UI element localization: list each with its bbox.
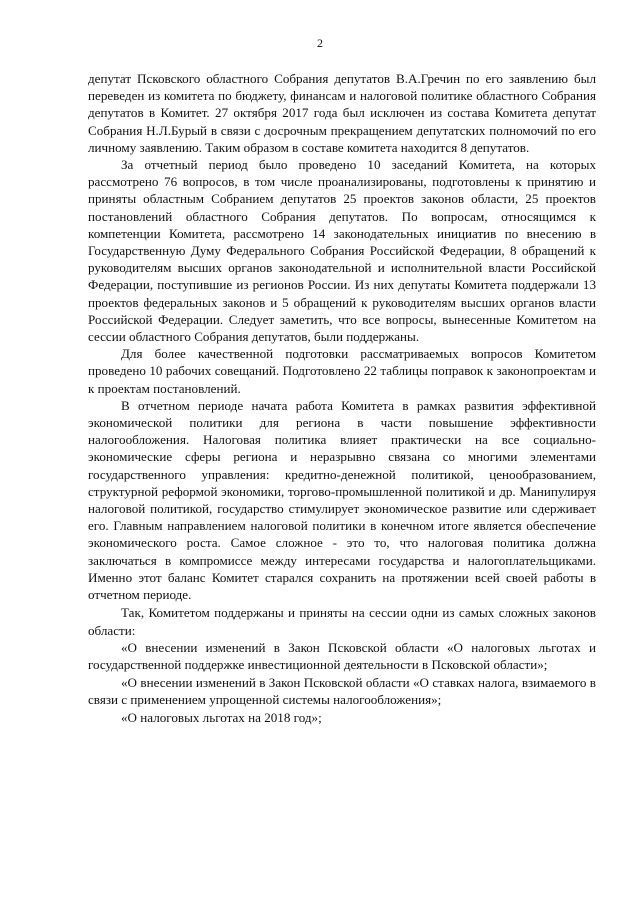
paragraph-meetings: За отчетный период было проведено 10 заседаний Комитета, на которых рассмотрено 76 вопросов, в том числе проанализированы, подготовлены к принятию и приняты областным Собранием депутатов 25 проектов законов области, 25 проектов постановлений областного Собрания депутатов. По вопросам, относящимся к компетенции Комитета, рассмотрено 14 законодательных инициатив по внесению в Государственную Думу Федерального Собрания Российской Федерации, 8 обращений к руководителям высших органов законодательной и исполнительной власти Российской Федерации, поступившие из регионов России. Из них депутаты Комитета поддержали 13 проектов федеральных законов и 5 обращений к руководителям высших органов власти Российской Федерации. Следует заметить, что все вопросы, вынесенные Комитетом на сессии областного Собрания депутатов, были поддержаны. <box>88 157 596 345</box>
law-item-2: «О внесении изменений в Закон Псковской области «О ставках налога, взимаемого в связи с применением упрощенной системы налогообложения»; <box>88 675 596 708</box>
paragraph-tax-policy: В отчетном периоде начата работа Комитета в рамках развития эффективной экономической политики для региона в части повышение эффективности налогообложения. Налоговая политика влияет практически на все социально-экономические сферы региона и неразрывно связана со многими элементами государственного управления: кредитно-денежной политикой, ценообразованием, структурной реформой экономики, торгово-промышленной политикой и др. Манипулируя налоговой политикой, государство стимулирует экономическое развитие или сдерживает его. Главным направлением налоговой политики в конечном итоге является обеспечение экономического роста. Самое сложное - это то, что налоговая политика должна заключаться в компромиссе между интересами государства и налогоплательщиками. Именно этот баланс Комитет старался сохранить на протяжении всей своей работы в отчетном периоде. <box>88 397 596 603</box>
page-number: 2 <box>317 36 323 50</box>
law-item-1: «О внесении изменений в Закон Псковской области «О налоговых льготах и государственной поддержке инвестиционной деятельности в Псковской области»; <box>88 639 596 672</box>
paragraph-working-meetings: Для более качественной подготовки рассматриваемых вопросов Комитетом проведено 10 рабочих совещаний. Подготовлено 22 таблицы поправок к законопроектам и к проектам постановлений. <box>88 346 596 396</box>
paragraph-continuation: депутат Псковского областного Собрания депутатов В.А.Гречин по его заявлению был переведен из комитета по бюджету, финансам и налоговой политике областного Собрания депутатов в Комитет. 27 октября 2017 года был исключен из состава Комитета депутат Собрания Н.Л.Бурый в связи с досрочным прекращением депутатских полномочий по его личному заявлению. Таким образом в составе комитета находится 8 депутатов. <box>88 71 596 155</box>
document-body <box>88 70 596 726</box>
paragraph-laws-intro: Так, Комитетом поддержаны и приняты на сессии одни из самых сложных законов области: <box>88 605 596 638</box>
law-item-3: «О налоговых льготах на 2018 год»; <box>121 709 322 725</box>
